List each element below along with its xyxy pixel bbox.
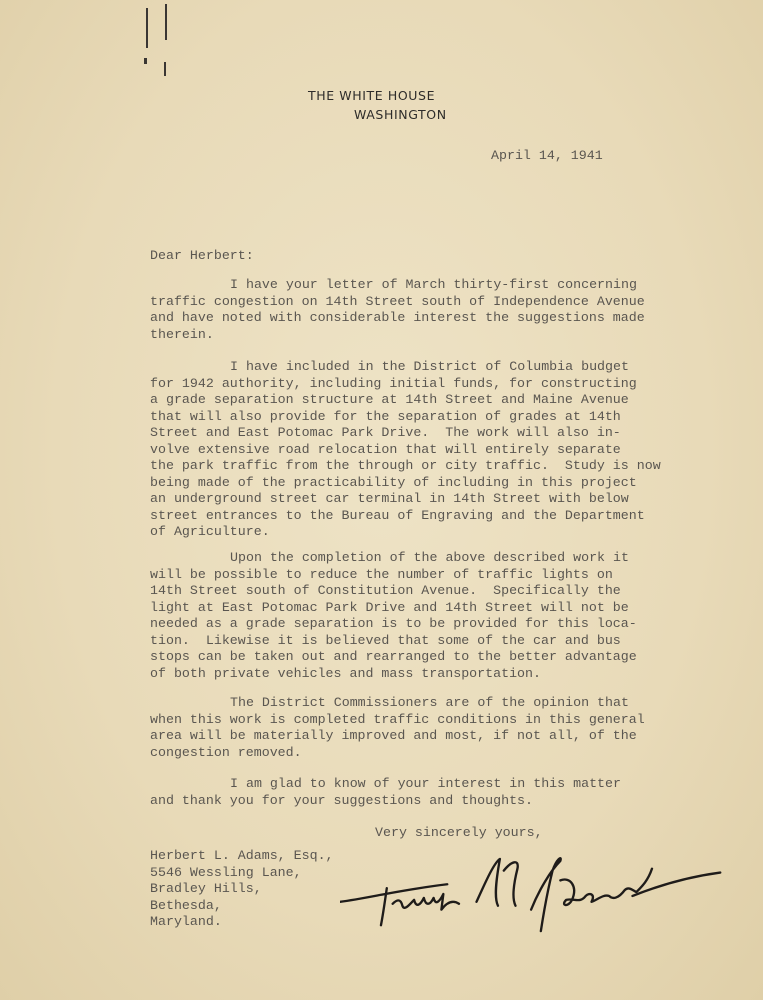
paragraph-5 xyxy=(150,776,621,809)
text-line: of Agriculture. xyxy=(150,524,270,539)
text-line: being made of the practicability of including in this project xyxy=(150,474,637,490)
address-line: Maryland. xyxy=(150,914,222,929)
text-line: light at East Potomac Park Drive and 14th Street will not be xyxy=(150,599,629,615)
address-line: 5546 Wessling Lane, xyxy=(150,864,302,880)
letterhead-city: WASHINGTON xyxy=(354,107,447,122)
punch-mark xyxy=(144,58,147,64)
text-line: that will also provide for the separation of grades at 14th xyxy=(150,408,621,424)
text-line: area will be materially improved and most, if not all, of the xyxy=(150,728,637,743)
text-line: therein. xyxy=(150,326,214,342)
text-line: for 1942 authority, including initial funds, for constructing xyxy=(150,375,637,391)
letterhead-title: THE WHITE HOUSE xyxy=(308,88,436,103)
punch-mark xyxy=(164,62,166,76)
text-line: I have included in the District of Columbia budget xyxy=(230,359,629,374)
address-line: Bethesda, xyxy=(150,897,222,913)
text-line: congestion removed. xyxy=(150,744,302,760)
text-line: needed as a grade separation is to be provided for this loca- xyxy=(150,616,637,631)
text-line: tion. Likewise it is believed that some of the car and bus xyxy=(150,632,621,648)
text-line: volve extensive road relocation that will entirely separate xyxy=(150,441,621,457)
address-line: Bradley Hills, xyxy=(150,881,262,896)
text-line: will be possible to reduce the number of traffic lights on xyxy=(150,566,613,582)
letter-date: April 14, 1941 xyxy=(491,148,603,163)
text-line: of both private vehicles and mass transportation. xyxy=(150,665,541,681)
text-line: a grade separation structure at 14th Street and Maine Avenue xyxy=(150,392,629,407)
signature xyxy=(340,840,730,950)
paragraph-1 xyxy=(150,277,645,343)
text-line: traffic congestion on 14th Street south of Independence Avenue xyxy=(150,293,645,309)
punch-mark xyxy=(165,4,167,40)
text-line: an underground street car terminal in 14th Street with below xyxy=(150,491,629,506)
text-line: street entrances to the Bureau of Engraving and the Department xyxy=(150,507,645,523)
text-line: the park traffic from the through or city traffic. Study is now xyxy=(150,458,661,473)
text-line: I have your letter of March thirty-first concerning xyxy=(230,277,637,292)
text-line: Street and East Potomac Park Drive. The work will also in- xyxy=(150,425,621,440)
text-line: I am glad to know of your interest in this matter xyxy=(230,776,621,791)
paragraph-4 xyxy=(150,695,645,761)
text-line: Upon the completion of the above described work it xyxy=(230,550,629,565)
text-line: when this work is completed traffic conditions in this general xyxy=(150,711,645,727)
recipient-address xyxy=(150,848,334,931)
text-line: 14th Street south of Constitution Avenue. Specifically the xyxy=(150,583,621,598)
punch-mark xyxy=(146,8,148,48)
text-line: stops can be taken out and rearranged to the better advantage xyxy=(150,649,637,664)
text-line: and have noted with considerable interest the suggestions made xyxy=(150,310,645,325)
paragraph-3 xyxy=(150,550,637,682)
closing: Very sincerely yours, xyxy=(375,825,543,840)
text-line: and thank you for your suggestions and thoughts. xyxy=(150,792,534,808)
paragraph-2 xyxy=(150,359,661,541)
text-line: The District Commissioners are of the opinion that xyxy=(230,695,629,710)
salutation: Dear Herbert: xyxy=(150,248,254,263)
address-line: Herbert L. Adams, Esq., xyxy=(150,848,334,863)
